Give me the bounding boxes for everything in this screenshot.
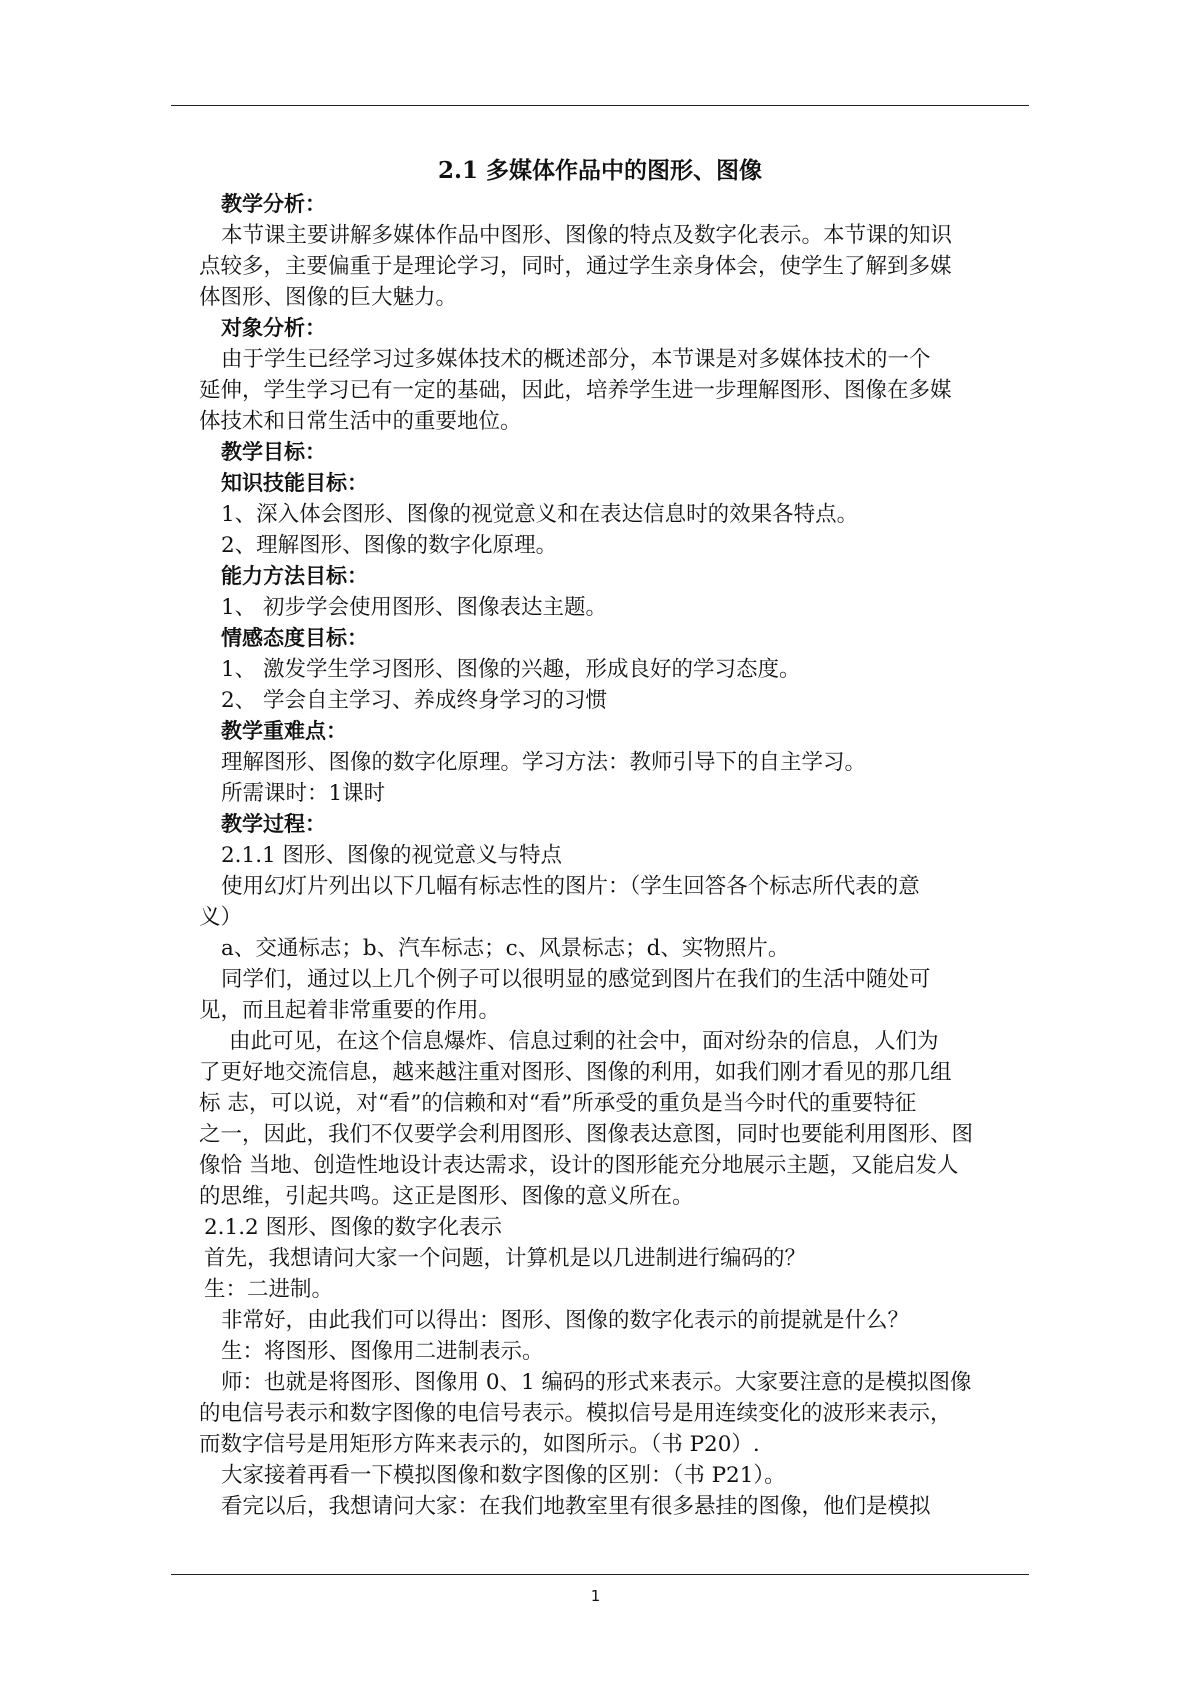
- paragraph-line: 了更好地交流信息，越来越注重对图形、图像的利用，如我们刚才看见的那几组: [199, 1060, 952, 1085]
- paragraph-line: 2.1.1 图形、图像的视觉意义与特点: [221, 843, 563, 868]
- section-heading: 教学分析：: [221, 192, 326, 216]
- paragraph-line: 体技术和日常生活中的重要地位。: [199, 409, 522, 434]
- paragraph-line: 看完以后，我想请问大家：在我们地教室里有很多悬挂的图像，他们是模拟: [221, 1494, 931, 1519]
- paragraph-line: 非常好，由此我们可以得出：图形、图像的数字化表示的前提就是什么？: [221, 1308, 910, 1333]
- section-heading: 教学重难点：: [221, 719, 347, 743]
- paragraph-line: 由此可见，在这个信息爆炸、信息过剩的社会中，面对纷杂的信息，人们为: [229, 1029, 939, 1054]
- document-title: 2.1 多媒体作品中的图形、图像: [437, 157, 763, 184]
- paragraph-line: 1、 初步学会使用图形、图像表达主题。: [221, 595, 608, 620]
- paragraph-line: 标 志，可以说，对“看”的信赖和对“看”所承受的重负是当今时代的重要特征: [199, 1091, 917, 1116]
- section-heading: 教学过程：: [221, 812, 326, 836]
- paragraph-line: 2、理解图形、图像的数字化原理。: [221, 533, 558, 558]
- paragraph-line: 1、 激发学生学习图形、图像的兴趣，形成良好的学习态度。: [221, 657, 801, 682]
- document-body: [199, 153, 1029, 1522]
- paragraph-line: 生：将图形、图像用二进制表示。: [221, 1339, 544, 1364]
- paragraph-line: 体图形、图像的巨大魅力。: [199, 285, 458, 310]
- paragraph-line: 所需课时：1课时: [221, 781, 386, 806]
- paragraph-line: 生：二进制。: [204, 1277, 334, 1302]
- paragraph-line: 义）: [199, 905, 243, 930]
- paragraph-line: 的电信号表示和数字图像的电信号表示。模拟信号是用连续变化的波形来表示，: [199, 1401, 952, 1426]
- section-heading: 情感态度目标：: [221, 626, 368, 650]
- paragraph-line: 理解图形、图像的数字化原理。学习方法：教师引导下的自主学习。: [221, 750, 867, 775]
- paragraph-line: 首先，我想请问大家一个问题，计算机是以几进制进行编码的？: [204, 1246, 807, 1271]
- paragraph-line: 2.1.2 图形、图像的数字化表示: [204, 1215, 503, 1240]
- paragraph-line: 1、深入体会图形、图像的视觉意义和在表达信息时的效果各特点。: [221, 502, 859, 527]
- paragraph-line: 像恰 当地、创造性地设计表达需求，设计的图形能充分地展示主题，又能启发人: [199, 1153, 959, 1178]
- document-lines: [199, 189, 1029, 1522]
- footer-rule: [171, 1574, 1029, 1575]
- paragraph-line: 本节课主要讲解多媒体作品中图形、图像的特点及数字化表示。本节课的知识: [221, 223, 953, 248]
- paragraph-line: 使用幻灯片列出以下几幅有标志性的图片：（学生回答各个标志所代表的意: [221, 874, 920, 899]
- paragraph-line: 2、 学会自主学习、养成终身学习的习惯: [221, 688, 608, 713]
- paragraph-line: 点较多，主要偏重于是理论学习，同时，通过学生亲身体会，使学生了解到多媒: [199, 254, 952, 279]
- paragraph-line: 见，而且起着非常重要的作用。: [199, 998, 501, 1023]
- paragraph-line: 由于学生已经学习过多媒体技术的概述部分，本节课是对多媒体技术的一个: [221, 347, 931, 372]
- page-number: 1: [590, 1587, 601, 1605]
- section-heading: 能力方法目标：: [221, 564, 368, 588]
- paragraph-line: 之一，因此，我们不仅要学会利用图形、图像表达意图，同时也要能利用图形、图: [199, 1122, 974, 1147]
- section-heading: 对象分析：: [221, 316, 326, 340]
- paragraph-line: 延伸，学生学习已有一定的基础，因此，培养学生进一步理解图形、图像在多媒: [199, 378, 952, 403]
- paragraph-line: a、交通标志；b、汽车标志；c、风景标志；d、实物照片。: [221, 936, 790, 961]
- paragraph-line: 同学们，通过以上几个例子可以很明显的感觉到图片在我们的生活中随处可: [221, 967, 931, 992]
- paragraph-line: 而数字信号是用矩形方阵来表示的，如图所示。（书 P20）.: [199, 1432, 760, 1457]
- paragraph-line: 的思维，引起共鸣。这正是图形、图像的意义所在。: [199, 1184, 694, 1209]
- paragraph-line: 师：也就是将图形、图像用 0、1 编码的形式来表示。大家要注意的是模拟图像: [221, 1370, 972, 1395]
- header-rule: [171, 105, 1029, 106]
- section-heading: 知识技能目标：: [221, 471, 368, 495]
- paragraph-line: 大家接着再看一下模拟图像和数字图像的区别：（书 P21）。: [221, 1463, 786, 1488]
- section-heading: 教学目标：: [221, 440, 326, 464]
